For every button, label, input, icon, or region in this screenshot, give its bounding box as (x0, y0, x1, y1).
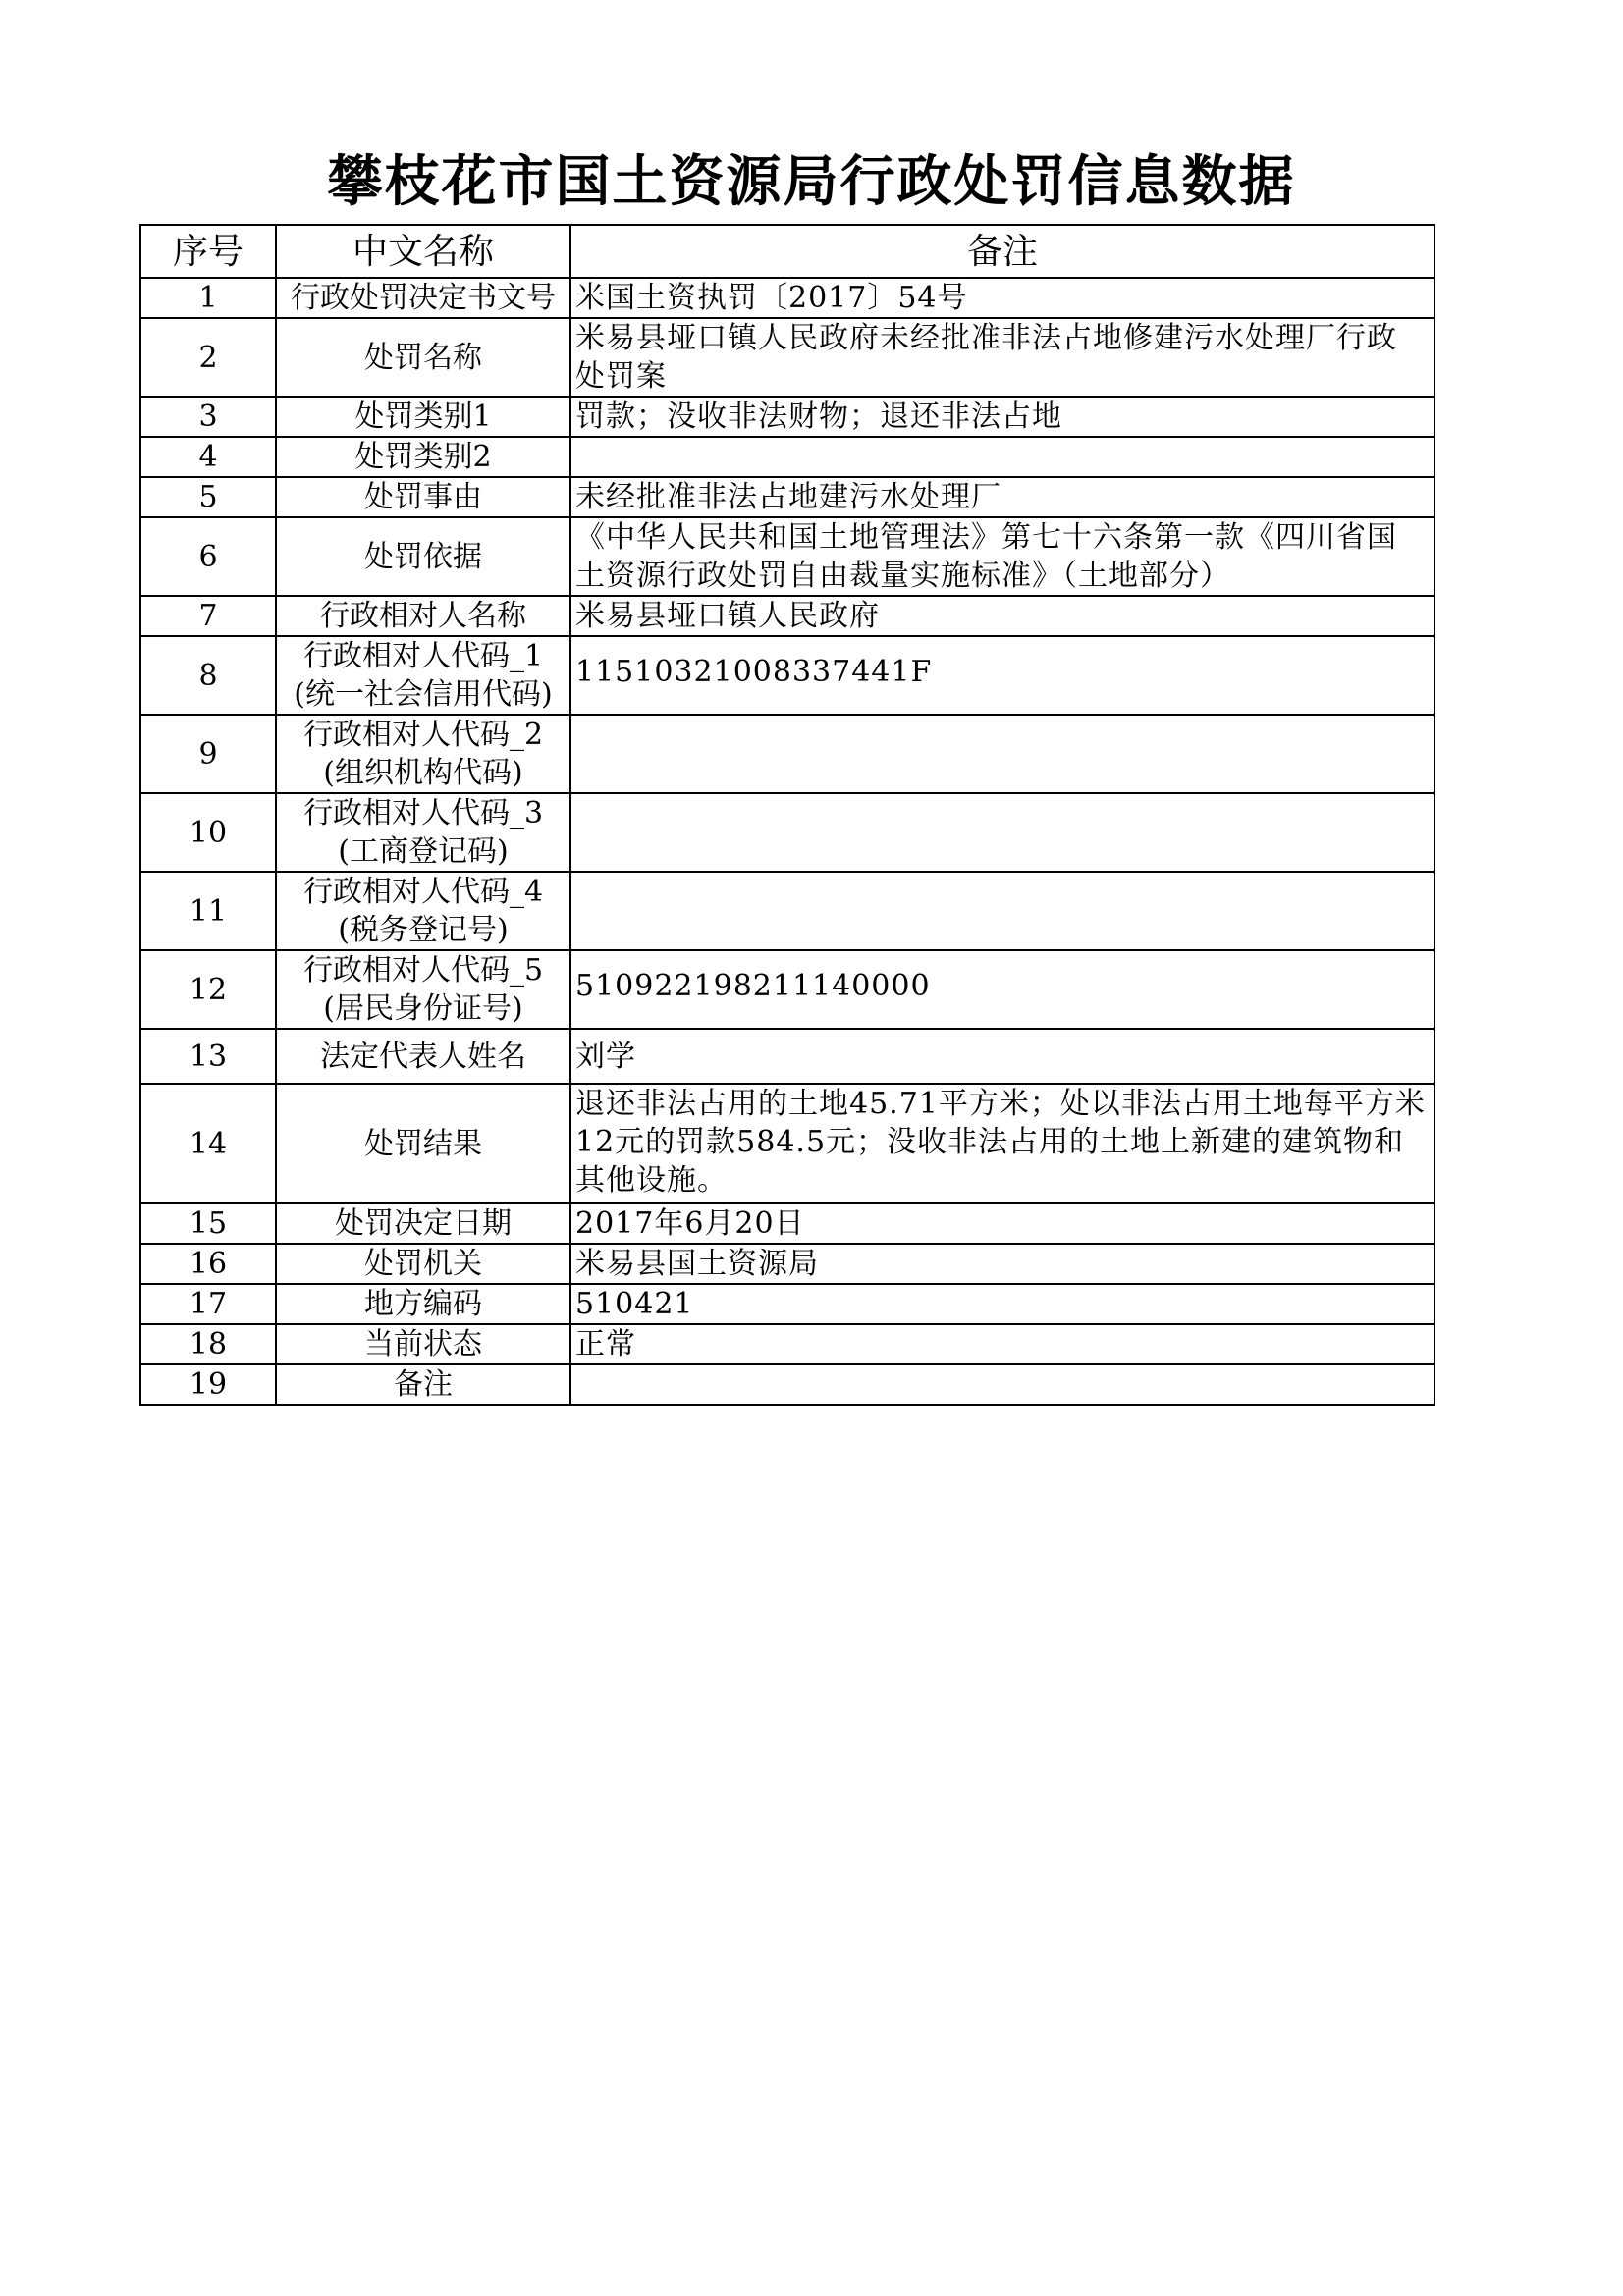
row-seq: 14 (140, 1084, 276, 1203)
row-seq: 9 (140, 715, 276, 793)
row-name: 行政处罚决定书文号 (276, 278, 570, 318)
table-row (140, 1244, 1434, 1284)
header-name: 中文名称 (276, 225, 570, 278)
page-title: 攀枝花市国土资源局行政处罚信息数据 (327, 150, 1296, 214)
table-row (140, 950, 1434, 1029)
row-value: 米易县垭口镇人民政府 (570, 596, 1434, 636)
table-row (140, 437, 1434, 477)
table-row (140, 1324, 1434, 1364)
row-seq: 17 (140, 1284, 276, 1324)
row-seq: 10 (140, 793, 276, 872)
row-value: 2017年6月20日 (570, 1203, 1434, 1244)
row-value: 正常 (570, 1324, 1434, 1364)
row-seq: 7 (140, 596, 276, 636)
table-row (140, 1364, 1434, 1405)
row-name: 处罚类别2 (276, 437, 570, 477)
row-value: 米国土资执罚〔2017〕54号 (570, 278, 1434, 318)
row-value: 510922198211140000 (570, 950, 1434, 1029)
row-value: 《中华人民共和国土地管理法》第七十六条第一款《四川省国土资源行政处罚自由裁量实施标准》（土地部分） (570, 517, 1434, 596)
row-value: 未经批准非法占地建污水处理厂 (570, 477, 1434, 517)
row-seq: 2 (140, 318, 276, 397)
row-seq: 16 (140, 1244, 276, 1284)
row-value (570, 1364, 1434, 1405)
row-seq: 3 (140, 397, 276, 437)
row-value: 退还非法占用的土地45.71平方米；处以非法占用土地每平方米12元的罚款584.5元；没收非法占用的土地上新建的建筑物和其他设施。 (570, 1084, 1434, 1203)
row-name: 地方编码 (276, 1284, 570, 1324)
table-row (140, 477, 1434, 517)
row-name: 处罚机关 (276, 1244, 570, 1284)
row-seq: 13 (140, 1029, 276, 1084)
row-seq: 12 (140, 950, 276, 1029)
row-name: 处罚结果 (276, 1084, 570, 1203)
row-name: 处罚事由 (276, 477, 570, 517)
penalty-info-table (139, 224, 1435, 1406)
row-value: 11510321008337441F (570, 636, 1434, 715)
row-name: 法定代表人姓名 (276, 1029, 570, 1084)
row-name: 行政相对人代码_5 (居民身份证号) (276, 950, 570, 1029)
table-row (140, 636, 1434, 715)
row-name: 备注 (276, 1364, 570, 1405)
row-name: 处罚决定日期 (276, 1203, 570, 1244)
row-name: 行政相对人代码_2 (组织机构代码) (276, 715, 570, 793)
row-seq: 8 (140, 636, 276, 715)
row-seq: 19 (140, 1364, 276, 1405)
row-seq: 6 (140, 517, 276, 596)
table-row (140, 715, 1434, 793)
row-value: 510421 (570, 1284, 1434, 1324)
row-value: 米易县垭口镇人民政府未经批准非法占地修建污水处理厂行政处罚案 (570, 318, 1434, 397)
row-value (570, 872, 1434, 950)
row-seq: 1 (140, 278, 276, 318)
row-name: 行政相对人代码_3 (工商登记码) (276, 793, 570, 872)
row-seq: 4 (140, 437, 276, 477)
row-seq: 18 (140, 1324, 276, 1364)
row-value (570, 715, 1434, 793)
table-row (140, 1084, 1434, 1203)
table-row (140, 517, 1434, 596)
row-name: 行政相对人名称 (276, 596, 570, 636)
table-row (140, 278, 1434, 318)
row-name: 行政相对人代码_1 (统一社会信用代码) (276, 636, 570, 715)
row-name: 当前状态 (276, 1324, 570, 1364)
row-name: 行政相对人代码_4 (税务登记号) (276, 872, 570, 950)
table-row (140, 1029, 1434, 1084)
row-value (570, 793, 1434, 872)
table-row (140, 1203, 1434, 1244)
row-seq: 5 (140, 477, 276, 517)
row-name: 处罚依据 (276, 517, 570, 596)
row-value: 罚款；没收非法财物；退还非法占地 (570, 397, 1434, 437)
row-name: 处罚名称 (276, 318, 570, 397)
table-row (140, 872, 1434, 950)
header-seq: 序号 (140, 225, 276, 278)
header-note: 备注 (570, 225, 1434, 278)
table-row (140, 1284, 1434, 1324)
table-row (140, 596, 1434, 636)
row-value: 刘学 (570, 1029, 1434, 1084)
table-row (140, 397, 1434, 437)
table-row (140, 793, 1434, 872)
row-seq: 15 (140, 1203, 276, 1244)
row-value: 米易县国土资源局 (570, 1244, 1434, 1284)
row-seq: 11 (140, 872, 276, 950)
table-row (140, 318, 1434, 397)
row-value (570, 437, 1434, 477)
row-name: 处罚类别1 (276, 397, 570, 437)
table-header-row (140, 225, 1434, 278)
